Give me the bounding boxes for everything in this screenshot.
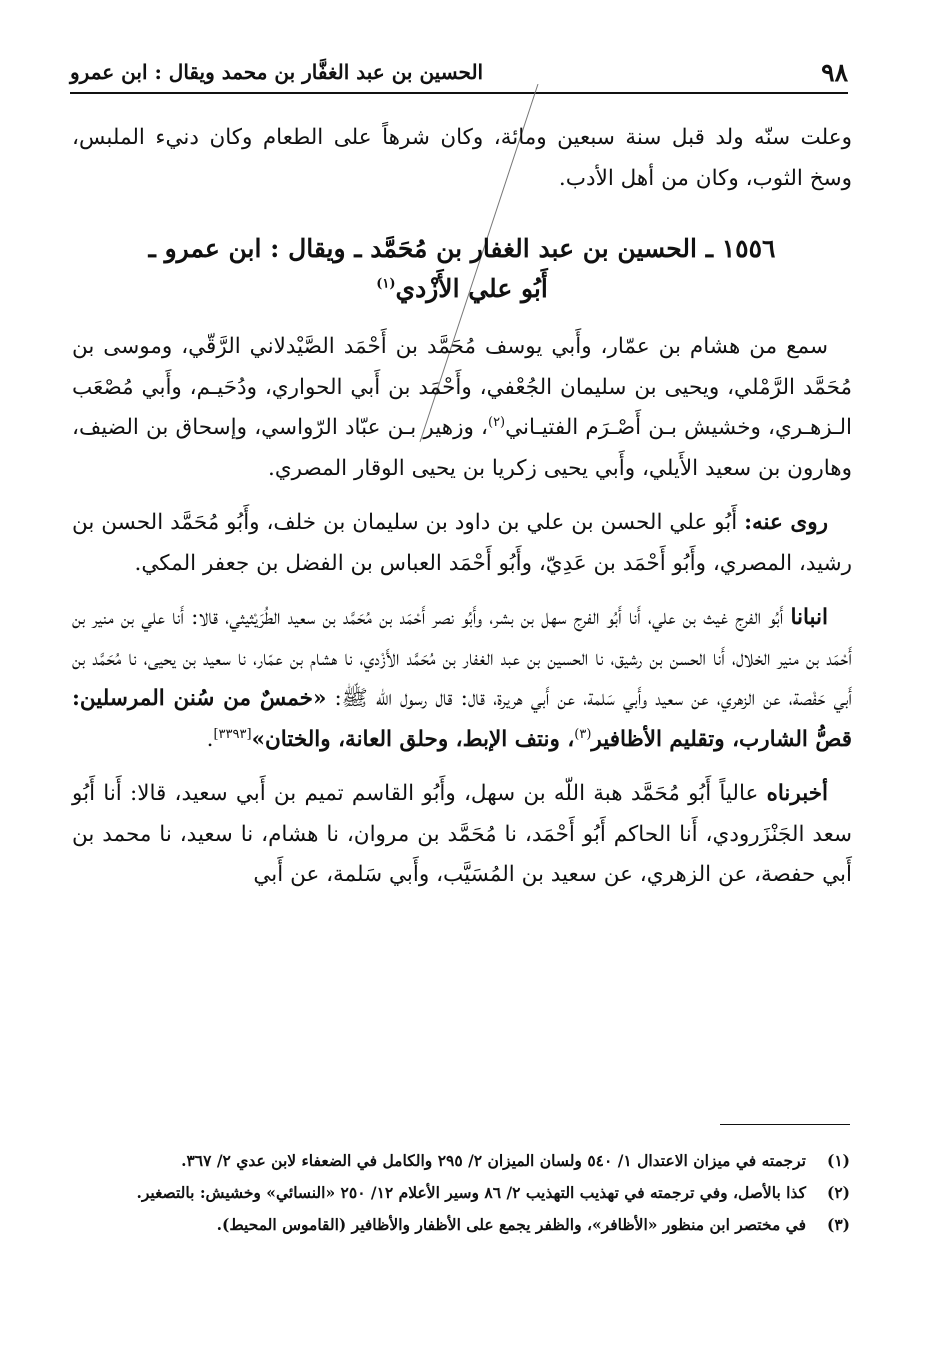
- heard-from-paragraph: [72, 327, 852, 489]
- akhbarana-paragraph: [72, 774, 852, 896]
- running-title: الحسين بن عبد الغفَّار بن محمد ويقال : ابن عمرو: [70, 60, 484, 84]
- page-number: ٩٨: [821, 58, 848, 87]
- footnotes: [72, 1148, 850, 1244]
- footnote-ref-3: (٣): [574, 726, 592, 742]
- footnote-text: في مختصر ابن منظور «الأظافر»، والظفر يجمع على الأظفار والأظافير (القاموس المحيط).: [216, 1215, 806, 1234]
- heard-from-text-2: ، وزهير بـن عبّاد الرّواسي، وإسحاق بن الضيف، وهارون بن سعيد الأَيلي، وأَبي يحيى زكريا بن يحيى الوقار المصري.: [72, 415, 852, 481]
- anbana-text: أَبُو الفرج غيث بن علي، أَنا أَبُو الفرج سهل بن بشر، وأَبُو نصر أَحْمَد بن مُحَمَّد بن سعيد الطُرَيْثيثي، قالا: أَنا علي بن منير بن أَحْمَد بن منير الخلال، أَنا الحسن بن رشيق، نا الحسين بن عبد الغفار بن مُحَمَّد الأَزْدي، نا هشام بن عمّار، نا سعيد بن يحيى، نا مُحَمَّد بن أَبي حَفْصة، عن الزهري، عن سعيد وأَبي سَلمة، عن أَبي هريرة، قال: قال رسول الله ﷺ:: [72, 605, 853, 711]
- footnote: [72, 1212, 850, 1238]
- narrated-by-paragraph: [72, 503, 852, 584]
- footnote-number: (١): [826, 1151, 850, 1170]
- anbana-paragraph: [72, 598, 852, 760]
- hadith-text-1: «خمسٌ من سُنن المرسلين: قصُّ الشارب، وتقليم الأظافير: [72, 686, 852, 752]
- entry-heading-line2: أَبُو علي الأَزْدي: [395, 274, 548, 303]
- footnote: [72, 1180, 850, 1206]
- footnote-number: (٣): [826, 1215, 850, 1234]
- footnote-text: كذا بالأصل، وفي ترجمته في تهذيب التهذيب ٢/ ٨٦ وسير الأعلام ١٢/ ٢٥٠ «النسائي» وخشيش: بالتصغير.: [136, 1183, 806, 1202]
- hadith-end: .: [206, 726, 214, 752]
- entry-heading: [72, 229, 852, 309]
- hadith-text-2: ، ونتف الإبط، وحلق العانة، والختان»: [251, 726, 575, 752]
- footnote-text: ترجمته في ميزان الاعتدال ١/ ٥٤٠ ولسان الميزان ٢/ ٢٩٥ والكامل في الضعفاء لابن عدي ٢/ ٣٦٧.: [181, 1151, 806, 1170]
- footnote-ref-1: (١): [376, 276, 396, 292]
- akhbarana-lead: أخبرناه: [766, 781, 828, 806]
- akhbarana-text: عالياً أَبُو مُحَمَّد هبة اللّه بن سهل، وأَبُو القاسم تميم بن أَبي سعيد، قالا: أَنا أَبُو سعد الجَنْزَرودي، أَنا الحاكم أَبُو أَحْمَد، نا مُحَمَّد بن مروان، نا هشام، نا سعيد، نا محمد بن أَبي حفصة، عن الزهري، عن سعيد بن المُسَيَّب، وأَبي سَلمة، عن أَبي: [72, 781, 852, 887]
- footnote-rule: [720, 1124, 850, 1125]
- footnote-ref-2: (٢): [487, 414, 506, 430]
- heard-from-text-1: سمع من هشام بن عمّار، وأَبي يوسف مُحَمَّد بن أَحْمَد الصَّيْدلاني الرَّقّي، وموسى بن مُحَمَّد الرَّمْلي، ويحيى بن سليمان الجُعْفي، وأَحْمَد بن أَبي الحواري، ودُحَيـم، وأَبي مُصْعَب الـزهـري، وخشيش بـن أَصْـرَم الفتيـاني: [72, 334, 852, 440]
- footnote: [72, 1148, 850, 1174]
- narrated-by-lead: روى عنه:: [744, 510, 829, 535]
- entry-heading-line1: ١٥٥٦ ـ الحسين بن عبد الغفار بن مُحَمَّد ـ ويقال : ابن عمرو ـ: [148, 234, 776, 263]
- hadith-number: [٣٣٩٣]: [213, 726, 252, 742]
- footnote-number: (٢): [826, 1183, 850, 1202]
- anbana-lead: انبانا: [790, 605, 828, 630]
- entry-heading-line2-wrap: [72, 269, 852, 309]
- intro-paragraph: وعلت سنّه ولد قبل سنة سبعين ومائة، وكان شرهاً على الطعام وكان دنيء الملبس، وسخ الثوب، وكان من أهل الأدب.: [72, 125, 852, 191]
- main-text: [72, 118, 852, 910]
- narrated-by-text: أَبُو علي الحسن بن علي بن داود بن سليمان بن خلف، وأَبُو مُحَمَّد الحسن بن رشيد، المصري، وأَبُو أَحْمَد بن عَدِيّ، وأَبُو أَحْمَد العباس بن الفضل بن جعفر المكي.: [72, 510, 852, 576]
